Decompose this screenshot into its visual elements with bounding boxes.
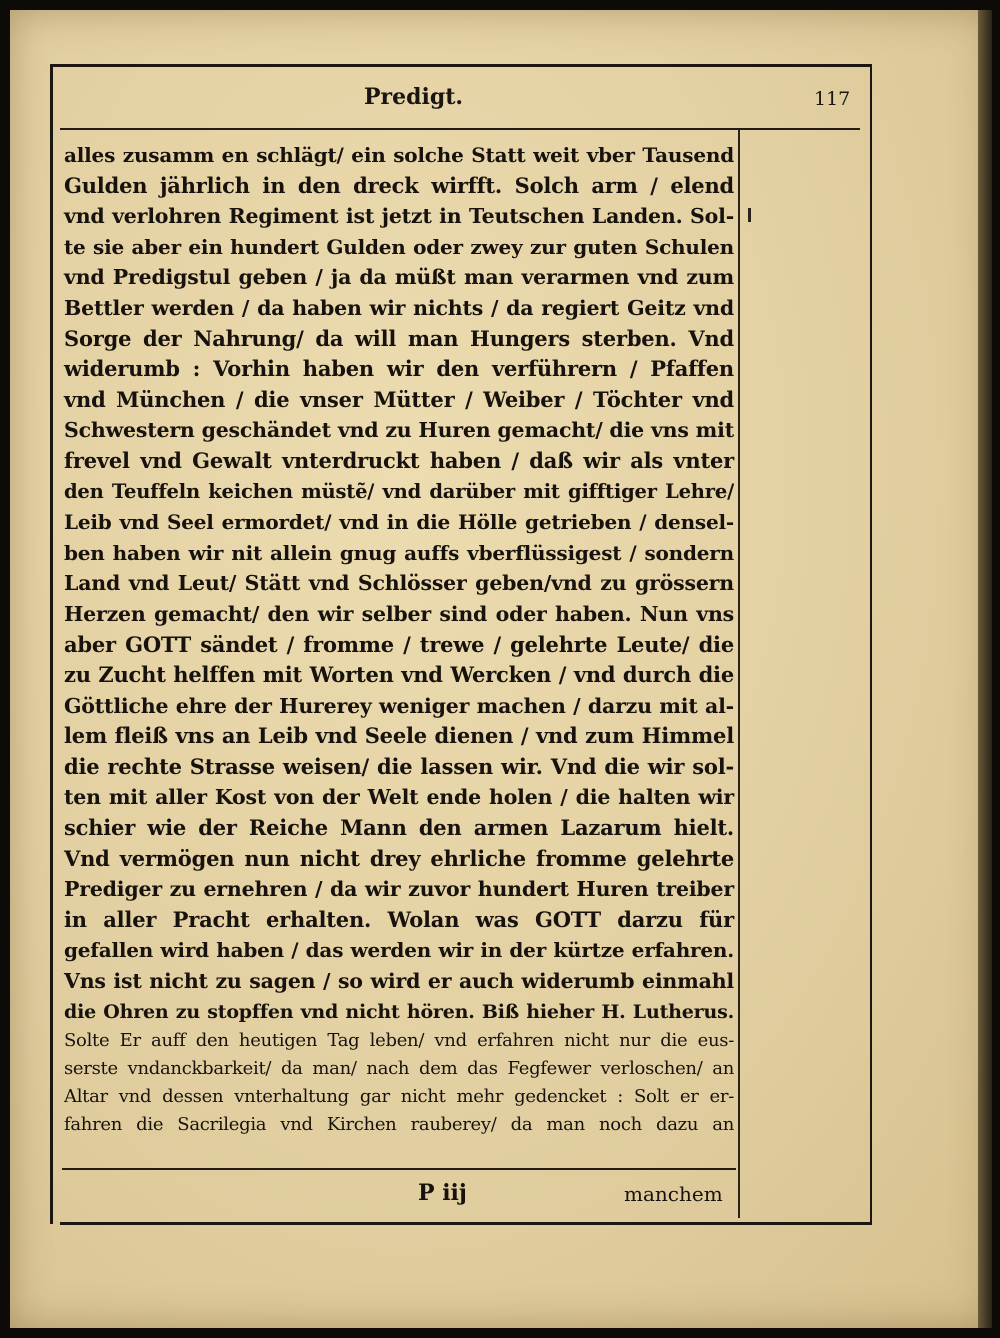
body-text: [64, 140, 734, 1139]
text-line: die rechte Strasse weisen/ die lassen wir. Vnd die wir sol-: [64, 753, 734, 779]
signature-mark: P iij: [418, 1180, 467, 1206]
text-line: Sorge der Nahrung/ da will man Hungers sterben. Vnd: [64, 325, 734, 351]
page-footer: [64, 1176, 734, 1216]
text-line: Herzen gemacht/ den wir selber sind oder haben. Nun vns: [64, 601, 734, 626]
text-line: zu Zucht helffen mit Worten vnd Wercken / vnd durch die: [64, 662, 734, 688]
margin-mark: [748, 208, 751, 222]
running-head: Predigt.: [364, 84, 464, 110]
text-line: Vns ist nicht zu sagen / so wird er auch widerumb einmahl: [64, 969, 734, 994]
text-line: aber GOTT sändet / fromme / trewe / gelehrte Leute/ die: [64, 631, 734, 657]
catchword: manchem: [624, 1182, 723, 1206]
text-line: Gulden jährlich in den dreck wirfft. Solch arm / elend: [64, 172, 734, 198]
book-edge-shadow: [978, 10, 992, 1328]
text-line: Vnd vermögen nun nicht drey ehrliche fromme gelehrte: [64, 845, 734, 871]
text-line: lem fleiß vns an Leib vnd Seele dienen / vnd zum Himmel: [64, 723, 734, 749]
small-text-line: fahren die Sacrilegia vnd Kirchen rauberey/ da man noch dazu an: [64, 1114, 734, 1136]
text-line: ben haben wir nit allein gnug auffs vberflüssigest / sondern: [64, 540, 734, 565]
text-line: frevel vnd Gewalt vnterdruckt haben / daß wir als vnter: [64, 447, 734, 473]
text-block-right-border: [738, 128, 740, 1218]
text-line: Land vnd Leut/ Stätt vnd Schlösser geben/vnd zu grössern: [64, 571, 734, 596]
text-line: Leib vnd Seel ermordet/ vnd in die Hölle getrieben / densel-: [64, 510, 734, 535]
text-line: vnd verlohren Regiment ist jetzt in Teutschen Landen. Sol-: [64, 204, 734, 229]
text-line: te sie aber ein hundert Gulden oder zwey zur guten Schulen: [64, 234, 734, 259]
text-line: schier wie der Reiche Mann den armen Lazarum hielt.: [64, 815, 734, 841]
small-text-line: serste vndanckbarkeit/ da man/ nach dem das Fegfewer verloschen/ an: [64, 1058, 734, 1080]
small-text-line: Solte Er auff den heutigen Tag leben/ vnd erfahren nicht nur die eus-: [64, 1030, 734, 1052]
text-line: die Ohren zu stopffen vnd nicht hören. Biß hieher H. Lutherus.: [64, 1000, 734, 1023]
text-line: vnd Predigstul geben / ja da müßt man verarmen vnd zum: [64, 265, 734, 290]
text-line: in aller Pracht erhalten. Wolan was GOTT darzu für: [64, 906, 734, 932]
text-line: Göttliche ehre der Hurerey weniger machen / darzu mit al-: [64, 693, 734, 718]
frame-left-border: [50, 64, 53, 1224]
text-line: den Teuffeln keichen müstẽ/ vnd darüber mit gifftiger Lehre/: [64, 479, 734, 503]
header-rule: [60, 128, 860, 130]
text-line: vnd München / die vnser Mütter / Weiber / Töchter vnd: [64, 386, 734, 412]
text-line: alles zusamm en schlägt/ ein solche Statt weit vber Tausend: [64, 143, 734, 167]
page-number: 117: [814, 88, 851, 110]
frame-right-border: [870, 64, 872, 1224]
footer-rule: [62, 1168, 736, 1170]
text-line: gefallen wird haben / das werden wir in der kürtze erfahren.: [64, 938, 734, 963]
frame-bottom-border: [60, 1222, 872, 1225]
text-line: Prediger zu ernehren / da wir zuvor hundert Huren treiber: [64, 877, 734, 902]
text-line: widerumb : Vorhin haben wir den verführern / Pfaffen: [64, 356, 734, 382]
small-text-line: Altar vnd dessen vnterhaltung gar nicht mehr gedencket : Solt er er-: [64, 1086, 734, 1108]
text-line: ten mit aller Kost von der Welt ende holen / die halten wir: [64, 785, 734, 810]
text-line: Bettler werden / da haben wir nichts / da regiert Geitz vnd: [64, 295, 734, 320]
frame-top-border: [50, 64, 872, 67]
text-line: Schwestern geschändet vnd zu Huren gemacht/ die vns mit: [64, 418, 734, 443]
